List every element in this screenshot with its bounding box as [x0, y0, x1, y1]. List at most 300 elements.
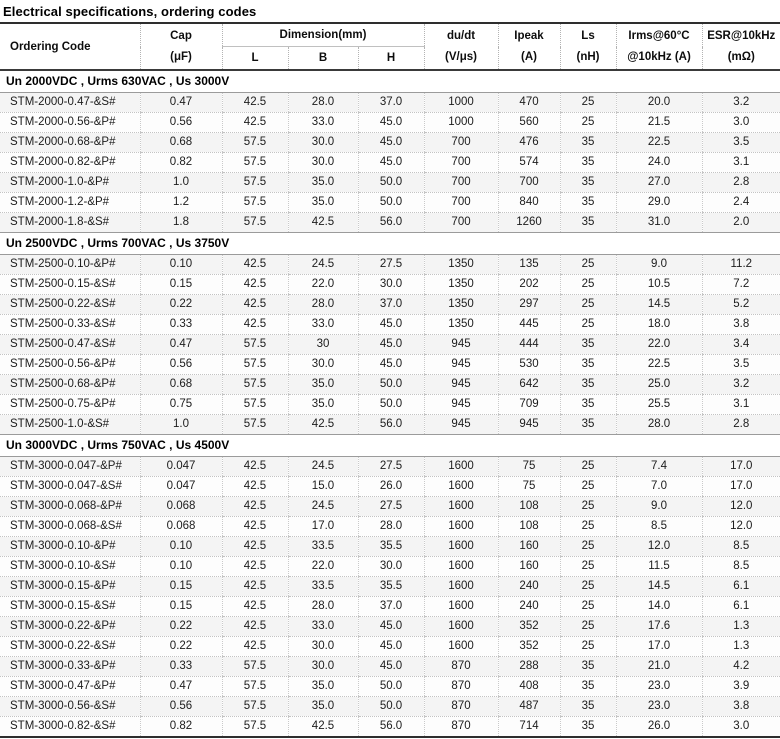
value-cell: 11.5: [616, 557, 702, 577]
section-row: [0, 233, 780, 255]
value-cell: 945: [424, 395, 498, 415]
value-cell: 709: [498, 395, 560, 415]
value-cell: 840: [498, 193, 560, 213]
value-cell: 33.5: [288, 577, 358, 597]
value-cell: 1.0: [140, 415, 222, 435]
value-cell: 27.5: [358, 255, 424, 275]
col-group-dimension: Dimension(mm): [222, 24, 424, 47]
col-header-ipeak-unit: (A): [521, 50, 537, 63]
value-cell: 1600: [424, 537, 498, 557]
value-cell: 35.0: [288, 697, 358, 717]
value-cell: 0.047: [140, 457, 222, 477]
ordering-code-cell: STM-3000-0.15-&S#: [0, 597, 140, 617]
value-cell: 25: [560, 637, 616, 657]
value-cell: 26.0: [358, 477, 424, 497]
value-cell: 24.5: [288, 255, 358, 275]
value-cell: 870: [424, 657, 498, 677]
value-cell: 700: [498, 173, 560, 193]
value-cell: 31.0: [616, 213, 702, 233]
value-cell: 25: [560, 557, 616, 577]
value-cell: 108: [498, 497, 560, 517]
value-cell: 3.5: [702, 355, 780, 375]
table-row: [0, 717, 780, 738]
value-cell: 22.0: [288, 557, 358, 577]
table-row: [0, 255, 780, 275]
value-cell: 35: [560, 153, 616, 173]
value-cell: 0.47: [140, 677, 222, 697]
value-cell: 57.5: [222, 173, 288, 193]
value-cell: 25.5: [616, 395, 702, 415]
ordering-code-cell: STM-3000-0.22-&P#: [0, 617, 140, 637]
value-cell: 25: [560, 295, 616, 315]
value-cell: 50.0: [358, 677, 424, 697]
value-cell: 42.5: [288, 717, 358, 738]
table-row: [0, 133, 780, 153]
ordering-code-cell: STM-2000-1.0-&P#: [0, 173, 140, 193]
value-cell: 870: [424, 697, 498, 717]
value-cell: 9.0: [616, 255, 702, 275]
table-row: [0, 315, 780, 335]
value-cell: 33.0: [288, 315, 358, 335]
ordering-code-cell: STM-3000-0.82-&S#: [0, 717, 140, 738]
value-cell: 35: [560, 335, 616, 355]
section-header-label: Un 3000VDC , Urms 750VAC , Us 4500V: [0, 435, 780, 457]
value-cell: 35: [560, 173, 616, 193]
value-cell: 30.0: [358, 557, 424, 577]
value-cell: 30.0: [358, 275, 424, 295]
value-cell: 0.75: [140, 395, 222, 415]
value-cell: 642: [498, 375, 560, 395]
value-cell: 42.5: [222, 597, 288, 617]
value-cell: 7.2: [702, 275, 780, 295]
value-cell: 35: [560, 193, 616, 213]
value-cell: 445: [498, 315, 560, 335]
value-cell: 35.0: [288, 677, 358, 697]
value-cell: 0.56: [140, 355, 222, 375]
value-cell: 45.0: [358, 133, 424, 153]
value-cell: 57.5: [222, 697, 288, 717]
value-cell: 42.5: [222, 497, 288, 517]
value-cell: 945: [424, 415, 498, 435]
value-cell: 0.22: [140, 617, 222, 637]
value-cell: 28.0: [616, 415, 702, 435]
table-row: [0, 153, 780, 173]
table-row: [0, 657, 780, 677]
value-cell: 14.0: [616, 597, 702, 617]
value-cell: 50.0: [358, 375, 424, 395]
value-cell: 7.4: [616, 457, 702, 477]
value-cell: 22.5: [616, 133, 702, 153]
value-cell: 3.9: [702, 677, 780, 697]
value-cell: 1260: [498, 213, 560, 233]
value-cell: 0.068: [140, 497, 222, 517]
value-cell: 75: [498, 457, 560, 477]
value-cell: 37.0: [358, 597, 424, 617]
value-cell: 57.5: [222, 395, 288, 415]
value-cell: 0.33: [140, 657, 222, 677]
col-header-cap-unit: (μF): [170, 50, 192, 63]
value-cell: 1600: [424, 597, 498, 617]
value-cell: 17.0: [616, 637, 702, 657]
col-header-esr-unit: (mΩ): [727, 50, 755, 63]
value-cell: 25: [560, 457, 616, 477]
value-cell: 870: [424, 677, 498, 697]
value-cell: 27.5: [358, 497, 424, 517]
value-cell: 24.5: [288, 457, 358, 477]
section-row: [0, 435, 780, 457]
value-cell: 0.56: [140, 697, 222, 717]
value-cell: 42.5: [222, 255, 288, 275]
value-cell: 700: [424, 153, 498, 173]
value-cell: 50.0: [358, 173, 424, 193]
value-cell: 57.5: [222, 133, 288, 153]
value-cell: 25: [560, 537, 616, 557]
value-cell: 45.0: [358, 113, 424, 133]
value-cell: 15.0: [288, 477, 358, 497]
value-cell: 1000: [424, 113, 498, 133]
col-header-irms: [616, 24, 702, 70]
col-header-esr-line1: ESR@10kHz: [707, 29, 776, 42]
value-cell: 25.0: [616, 375, 702, 395]
table-row: [0, 375, 780, 395]
table-row: [0, 497, 780, 517]
value-cell: 0.15: [140, 275, 222, 295]
value-cell: 408: [498, 677, 560, 697]
ordering-code-cell: STM-3000-0.10-&P#: [0, 537, 140, 557]
ordering-code-cell: STM-3000-0.047-&P#: [0, 457, 140, 477]
value-cell: 945: [424, 335, 498, 355]
value-cell: 24.5: [288, 497, 358, 517]
value-cell: 28.0: [358, 517, 424, 537]
table-body: [0, 70, 780, 737]
value-cell: 45.0: [358, 335, 424, 355]
value-cell: 700: [424, 193, 498, 213]
value-cell: 945: [424, 375, 498, 395]
value-cell: 17.0: [702, 477, 780, 497]
value-cell: 56.0: [358, 213, 424, 233]
value-cell: 57.5: [222, 657, 288, 677]
ordering-code-cell: STM-2500-0.75-&P#: [0, 395, 140, 415]
value-cell: 4.2: [702, 657, 780, 677]
table-row: [0, 617, 780, 637]
value-cell: 700: [424, 173, 498, 193]
value-cell: 35: [560, 355, 616, 375]
ordering-code-cell: STM-2000-0.47-&S#: [0, 93, 140, 113]
col-header-cap: [140, 24, 222, 70]
value-cell: 25: [560, 93, 616, 113]
value-cell: 45.0: [358, 153, 424, 173]
value-cell: 27.0: [616, 173, 702, 193]
value-cell: 288: [498, 657, 560, 677]
table-row: [0, 597, 780, 617]
value-cell: 35: [560, 395, 616, 415]
ordering-code-cell: STM-3000-0.068-&P#: [0, 497, 140, 517]
value-cell: 42.5: [222, 477, 288, 497]
value-cell: 57.5: [222, 193, 288, 213]
table-row: [0, 477, 780, 497]
value-cell: 42.5: [222, 577, 288, 597]
value-cell: 30: [288, 335, 358, 355]
value-cell: 0.22: [140, 637, 222, 657]
value-cell: 33.5: [288, 537, 358, 557]
value-cell: 530: [498, 355, 560, 375]
value-cell: 24.0: [616, 153, 702, 173]
value-cell: 42.5: [222, 315, 288, 335]
value-cell: 1350: [424, 255, 498, 275]
value-cell: 56.0: [358, 415, 424, 435]
value-cell: 50.0: [358, 395, 424, 415]
value-cell: 57.5: [222, 153, 288, 173]
value-cell: 1.2: [140, 193, 222, 213]
value-cell: 0.56: [140, 113, 222, 133]
value-cell: 1600: [424, 477, 498, 497]
value-cell: 2.4: [702, 193, 780, 213]
value-cell: 57.5: [222, 335, 288, 355]
value-cell: 25: [560, 597, 616, 617]
ordering-code-cell: STM-2000-0.82-&P#: [0, 153, 140, 173]
value-cell: 0.10: [140, 255, 222, 275]
value-cell: 25: [560, 497, 616, 517]
value-cell: 27.5: [358, 457, 424, 477]
value-cell: 2.8: [702, 415, 780, 435]
value-cell: 22.5: [616, 355, 702, 375]
value-cell: 35: [560, 415, 616, 435]
value-cell: 1600: [424, 497, 498, 517]
value-cell: 12.0: [702, 517, 780, 537]
value-cell: 22.0: [616, 335, 702, 355]
value-cell: 22.0: [288, 275, 358, 295]
value-cell: 25: [560, 577, 616, 597]
value-cell: 35: [560, 213, 616, 233]
value-cell: 33.0: [288, 113, 358, 133]
col-header-irms-unit: @10kHz (A): [627, 50, 691, 63]
section-row: [0, 70, 780, 93]
value-cell: 57.5: [222, 375, 288, 395]
value-cell: 30.0: [288, 153, 358, 173]
value-cell: 11.2: [702, 255, 780, 275]
table-row: [0, 537, 780, 557]
value-cell: 45.0: [358, 315, 424, 335]
value-cell: 352: [498, 637, 560, 657]
value-cell: 23.0: [616, 697, 702, 717]
value-cell: 14.5: [616, 295, 702, 315]
value-cell: 0.68: [140, 133, 222, 153]
value-cell: 35: [560, 133, 616, 153]
ordering-code-cell: STM-2000-0.68-&P#: [0, 133, 140, 153]
value-cell: 30.0: [288, 657, 358, 677]
value-cell: 0.68: [140, 375, 222, 395]
section-header-label: Un 2500VDC , Urms 700VAC , Us 3750V: [0, 233, 780, 255]
value-cell: 35: [560, 657, 616, 677]
value-cell: 8.5: [702, 537, 780, 557]
ordering-code-cell: STM-2500-0.22-&S#: [0, 295, 140, 315]
value-cell: 37.0: [358, 93, 424, 113]
table-row: [0, 113, 780, 133]
value-cell: 33.0: [288, 617, 358, 637]
value-cell: 0.15: [140, 577, 222, 597]
value-cell: 25: [560, 315, 616, 335]
col-header-ls: [560, 24, 616, 70]
value-cell: 28.0: [288, 93, 358, 113]
value-cell: 0.47: [140, 93, 222, 113]
table-header: [0, 24, 780, 70]
value-cell: 0.33: [140, 315, 222, 335]
value-cell: 35.0: [288, 173, 358, 193]
value-cell: 240: [498, 577, 560, 597]
value-cell: 18.0: [616, 315, 702, 335]
value-cell: 29.0: [616, 193, 702, 213]
value-cell: 3.1: [702, 153, 780, 173]
value-cell: 0.82: [140, 153, 222, 173]
value-cell: 7.0: [616, 477, 702, 497]
value-cell: 160: [498, 537, 560, 557]
value-cell: 476: [498, 133, 560, 153]
value-cell: 945: [498, 415, 560, 435]
value-cell: 1.0: [140, 173, 222, 193]
value-cell: 160: [498, 557, 560, 577]
col-header-dudt: [424, 24, 498, 70]
table-row: [0, 557, 780, 577]
value-cell: 23.0: [616, 677, 702, 697]
value-cell: 2.0: [702, 213, 780, 233]
value-cell: 2.8: [702, 173, 780, 193]
table-row: [0, 395, 780, 415]
value-cell: 45.0: [358, 355, 424, 375]
value-cell: 700: [424, 213, 498, 233]
value-cell: 25: [560, 275, 616, 295]
ordering-code-cell: STM-3000-0.33-&P#: [0, 657, 140, 677]
table-row: [0, 677, 780, 697]
value-cell: 3.5: [702, 133, 780, 153]
value-cell: 3.8: [702, 697, 780, 717]
value-cell: 1.3: [702, 617, 780, 637]
value-cell: 700: [424, 133, 498, 153]
value-cell: 35: [560, 677, 616, 697]
ordering-code-cell: STM-2000-1.8-&S#: [0, 213, 140, 233]
value-cell: 57.5: [222, 677, 288, 697]
value-cell: 42.5: [288, 415, 358, 435]
col-header-ordering-code: Ordering Code: [0, 24, 140, 70]
value-cell: 50.0: [358, 697, 424, 717]
value-cell: 35: [560, 717, 616, 738]
value-cell: 1600: [424, 617, 498, 637]
value-cell: 35.5: [358, 537, 424, 557]
value-cell: 3.2: [702, 375, 780, 395]
value-cell: 42.5: [222, 517, 288, 537]
value-cell: 42.5: [222, 637, 288, 657]
ordering-code-cell: STM-3000-0.47-&P#: [0, 677, 140, 697]
value-cell: 17.0: [702, 457, 780, 477]
value-cell: 108: [498, 517, 560, 537]
col-header-cap-line1: Cap: [170, 29, 192, 42]
value-cell: 1.3: [702, 637, 780, 657]
value-cell: 57.5: [222, 213, 288, 233]
value-cell: 1000: [424, 93, 498, 113]
table-row: [0, 697, 780, 717]
ordering-code-cell: STM-2500-0.10-&P#: [0, 255, 140, 275]
value-cell: 240: [498, 597, 560, 617]
ordering-code-cell: STM-2500-1.0-&S#: [0, 415, 140, 435]
value-cell: 45.0: [358, 617, 424, 637]
value-cell: 1600: [424, 577, 498, 597]
value-cell: 3.2: [702, 93, 780, 113]
section-header-label: Un 2000VDC , Urms 630VAC , Us 3000V: [0, 70, 780, 93]
value-cell: 0.82: [140, 717, 222, 738]
value-cell: 352: [498, 617, 560, 637]
value-cell: 1.8: [140, 213, 222, 233]
value-cell: 1600: [424, 457, 498, 477]
value-cell: 25: [560, 113, 616, 133]
value-cell: 37.0: [358, 295, 424, 315]
value-cell: 3.0: [702, 717, 780, 738]
table-row: [0, 415, 780, 435]
ordering-code-cell: STM-2500-0.47-&S#: [0, 335, 140, 355]
value-cell: 1350: [424, 295, 498, 315]
value-cell: 35.0: [288, 375, 358, 395]
value-cell: 1350: [424, 315, 498, 335]
table-row: [0, 173, 780, 193]
value-cell: 42.5: [222, 93, 288, 113]
table-row: [0, 637, 780, 657]
col-header-esr: [702, 24, 780, 70]
col-header-dim-b: B: [288, 47, 358, 71]
value-cell: 12.0: [702, 497, 780, 517]
value-cell: 57.5: [222, 717, 288, 738]
value-cell: 487: [498, 697, 560, 717]
value-cell: 35: [560, 697, 616, 717]
value-cell: 1350: [424, 275, 498, 295]
value-cell: 0.047: [140, 477, 222, 497]
page-title: Electrical specifications, ordering codes: [0, 0, 780, 24]
ordering-code-cell: STM-2500-0.56-&P#: [0, 355, 140, 375]
table-row: [0, 335, 780, 355]
value-cell: 444: [498, 335, 560, 355]
value-cell: 42.5: [222, 617, 288, 637]
value-cell: 30.0: [288, 637, 358, 657]
value-cell: 1600: [424, 557, 498, 577]
table-row: [0, 295, 780, 315]
value-cell: 10.5: [616, 275, 702, 295]
value-cell: 0.22: [140, 295, 222, 315]
value-cell: 21.0: [616, 657, 702, 677]
value-cell: 560: [498, 113, 560, 133]
value-cell: 57.5: [222, 415, 288, 435]
value-cell: 0.10: [140, 557, 222, 577]
col-header-ipeak-line1: Ipeak: [514, 29, 544, 42]
value-cell: 42.5: [222, 295, 288, 315]
ordering-code-cell: STM-2000-0.56-&P#: [0, 113, 140, 133]
value-cell: 3.8: [702, 315, 780, 335]
value-cell: 21.5: [616, 113, 702, 133]
value-cell: 42.5: [222, 275, 288, 295]
ordering-code-cell: STM-3000-0.56-&S#: [0, 697, 140, 717]
value-cell: 17.6: [616, 617, 702, 637]
value-cell: 57.5: [222, 355, 288, 375]
table-row: [0, 355, 780, 375]
value-cell: 3.1: [702, 395, 780, 415]
value-cell: 28.0: [288, 597, 358, 617]
ordering-code-cell: STM-3000-0.22-&S#: [0, 637, 140, 657]
table-row: [0, 193, 780, 213]
value-cell: 14.5: [616, 577, 702, 597]
ordering-code-cell: STM-2500-0.68-&P#: [0, 375, 140, 395]
ordering-code-cell: STM-2000-1.2-&P#: [0, 193, 140, 213]
value-cell: 1600: [424, 637, 498, 657]
ordering-code-cell: STM-2500-0.15-&S#: [0, 275, 140, 295]
table-row: [0, 213, 780, 233]
col-header-ls-line1: Ls: [581, 29, 595, 42]
col-header-dudt-line1: du/dt: [446, 29, 476, 42]
